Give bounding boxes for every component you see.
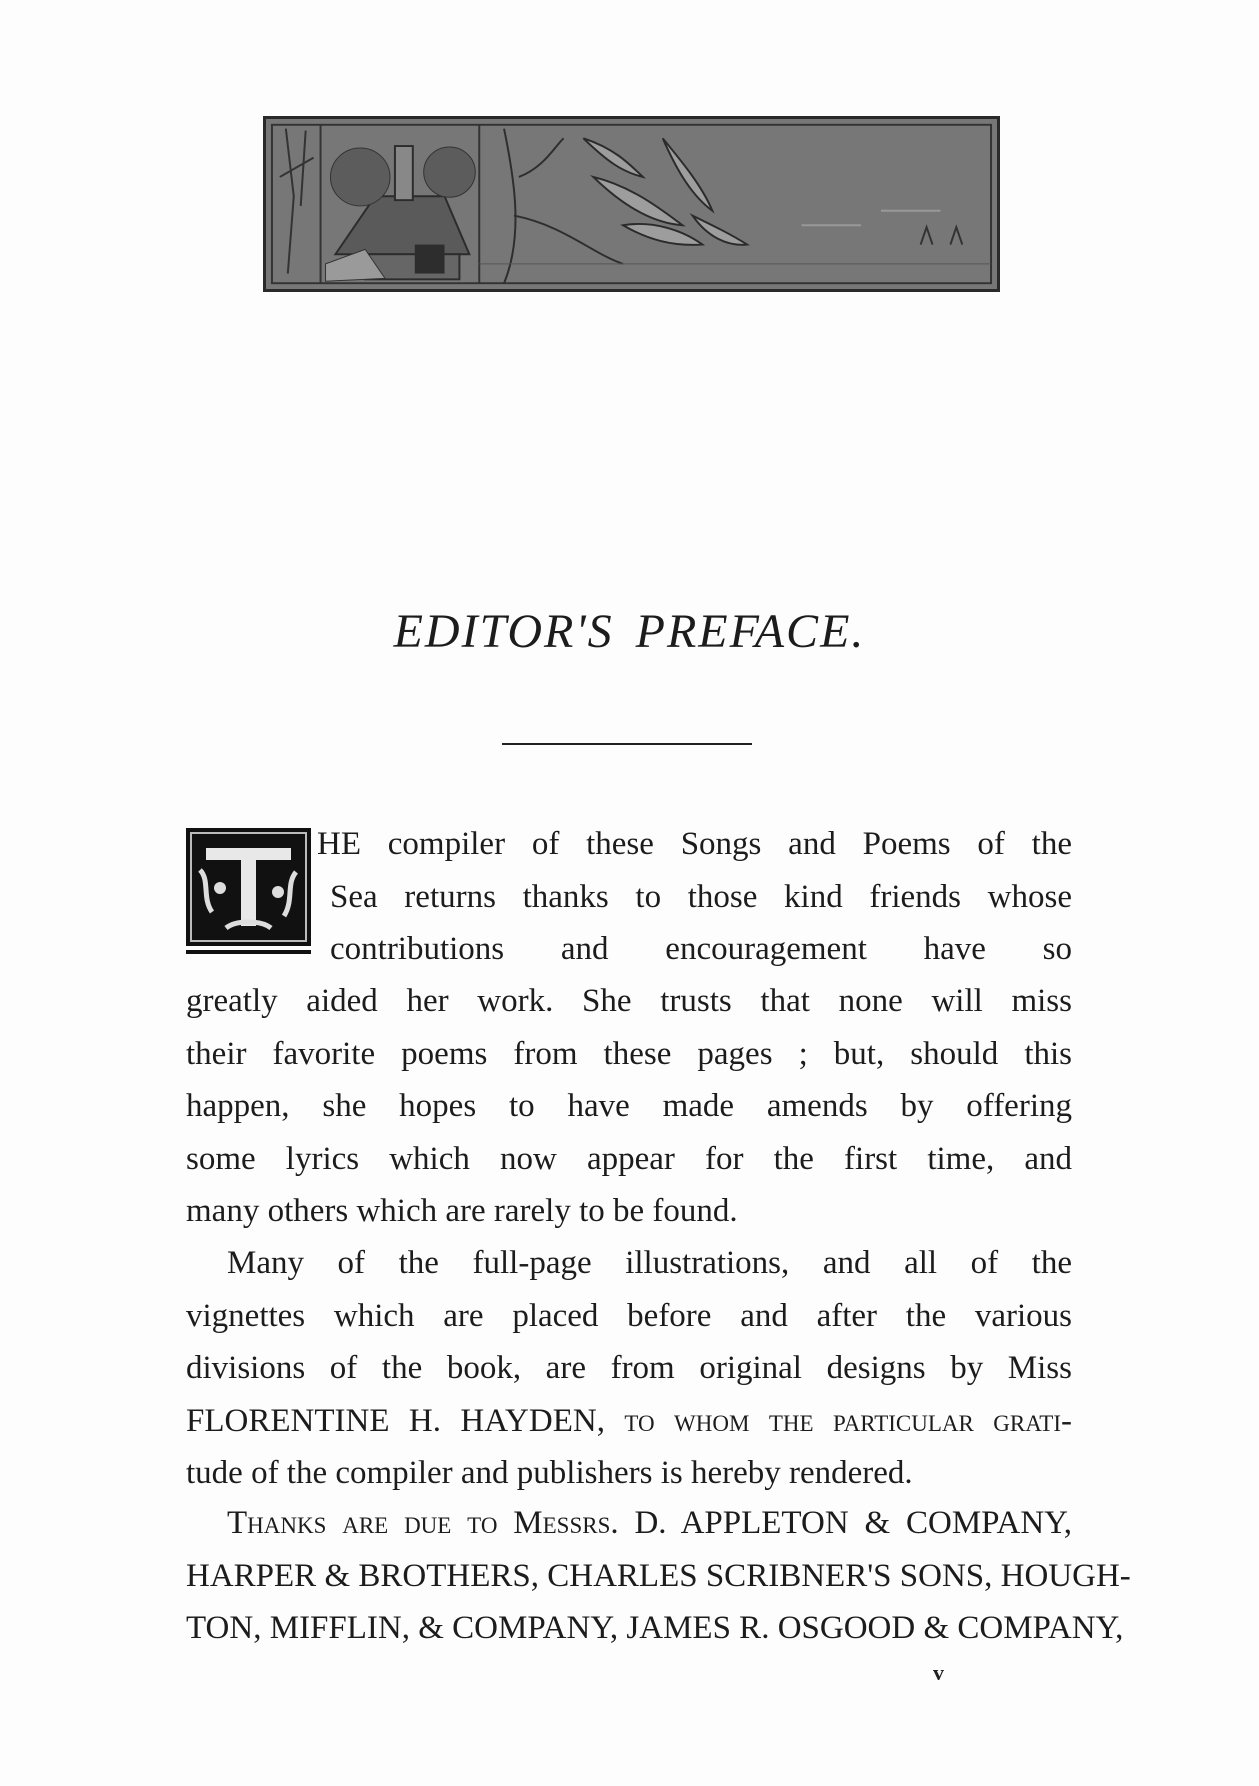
- page-title: EDITOR'S PREFACE.: [393, 605, 866, 658]
- text-line: Thanks are due to Messrs. D. APPLETON & COMPANY,: [227, 1505, 1072, 1541]
- text-line: happen, she hopes to have made amends by offering: [186, 1088, 1072, 1124]
- paragraph-1-head: [317, 818, 1072, 976]
- text-line: tude of the compiler and publishers is hereby rendered.: [186, 1455, 913, 1491]
- text-line: many others which are rarely to be found.: [186, 1193, 738, 1229]
- text-line: HARPER & BROTHERS, CHARLES SCRIBNER'S SONS, HOUGH-: [186, 1557, 1131, 1594]
- text-line: their favorite poems from these pages ; but, should this: [186, 1035, 1072, 1072]
- header-vignette: [263, 116, 1000, 292]
- title-divider: [502, 743, 752, 745]
- text-line: FLORENTINE H. HAYDEN, to whom the particular grati-: [186, 1402, 1072, 1439]
- text-line: contributions and encouragement have so: [330, 931, 1072, 967]
- text-line: Sea returns thanks to those kind friends whose: [330, 878, 1072, 915]
- paragraph-2: [186, 1237, 1072, 1500]
- text-line: TON, MIFFLIN, & COMPANY, JAMES R. OSGOOD & COMPANY,: [186, 1610, 1124, 1646]
- paragraph-1-body: [186, 975, 1072, 1238]
- text-line: greatly aided her work. She trusts that none will miss: [186, 983, 1072, 1019]
- dropcap-ornament: [186, 828, 311, 956]
- text-line: Many of the full-page illustrations, and all of the: [227, 1245, 1072, 1281]
- text-line: divisions of the book, are from original designs by Miss: [186, 1350, 1072, 1386]
- page-number: v: [933, 1660, 944, 1685]
- text-line: HE compiler of these Songs and Poems of the: [317, 826, 1072, 862]
- paragraph-3: [186, 1497, 1131, 1655]
- dropcap-t-icon: [186, 828, 311, 956]
- vignette-illustration-icon: [266, 119, 997, 289]
- text-line: some lyrics which now appear for the first time, and: [186, 1140, 1072, 1177]
- text-line: vignettes which are placed before and after the various: [186, 1297, 1072, 1334]
